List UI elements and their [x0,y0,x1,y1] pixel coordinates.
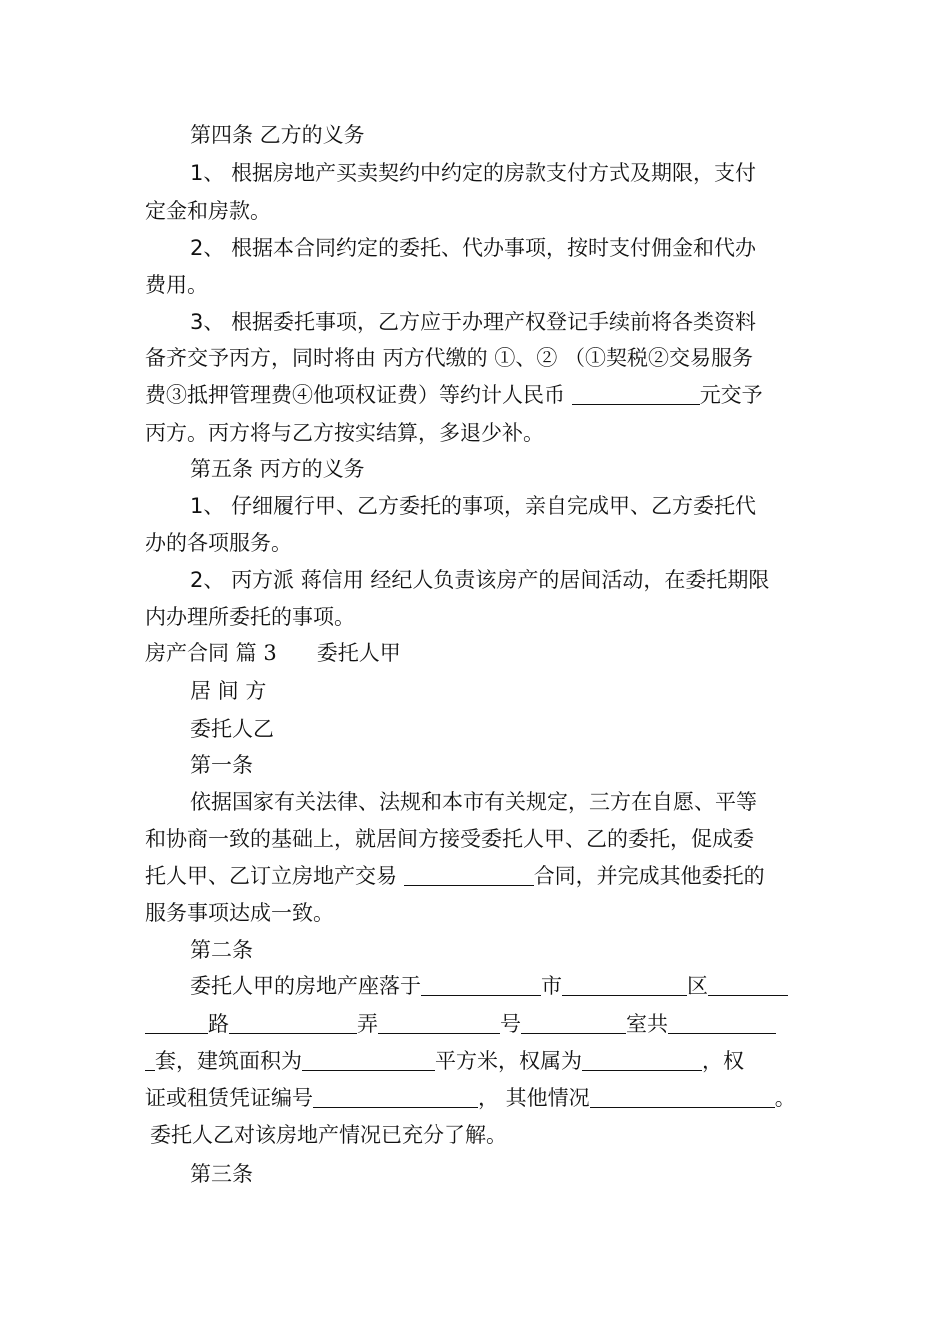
blank-road-field-start[interactable] [708,975,788,996]
middle-party-label: 居 间 方 [190,679,267,703]
blank-number-field[interactable] [378,1013,500,1034]
article-4-item-3 [190,309,756,335]
article-5-item-2-cont: 内办理所委托的事项。 [145,605,355,629]
article-1-line-1: 依据国家有关法律、法规和本市有关规定，三方在自愿、平等 [190,790,757,814]
article-2-heading: 第二条 [190,938,253,962]
blank-district-field[interactable] [562,975,687,996]
item-text: 根据委托事项，乙方应于办理产权登记手续前将各类资料 [231,310,757,334]
blank-road-field-end[interactable] [145,1013,208,1034]
contract-3-title-line [145,640,401,666]
article-4-item-2-cont: 费用。 [145,273,208,297]
text-fragment: 费③抵押管理费④他项权证费）等约计人民币 [145,383,572,407]
item-number: 2、 [190,568,225,592]
article-4-item-1 [190,160,756,186]
item-text: 仔细履行甲、乙方委托的事项，亲自完成甲、乙方委托代 [231,494,757,518]
party-a-label: 委托人甲 [316,641,401,665]
text-fragment: 号 [500,1012,521,1036]
text-fragment: ，权 [702,1049,744,1073]
text-fragment: 平方米，权属为 [435,1049,582,1073]
text-fragment: 市 [541,974,562,998]
text-fragment: 证或租赁凭证编号 [145,1086,313,1110]
text-fragment: 弄 [357,1012,378,1036]
item-number: 3、 [190,310,225,334]
article-1-line-2: 和协商一致的基础上，就居间方接受委托人甲、乙的委托，促成委 [145,827,754,851]
article-2-line-3 [145,1048,744,1074]
text-fragment: 合同，并完成其他委托的 [533,864,765,888]
item-number: 1、 [190,161,225,185]
blank-ownership-field[interactable] [582,1050,702,1071]
text-fragment: 。 [774,1086,796,1110]
article-5-item-2 [190,567,769,593]
article-4-item-3-cont-2 [145,382,763,408]
text-fragment: 套，建筑面积为 [155,1049,302,1073]
text-fragment: 路 [208,1012,229,1036]
article-3-heading: 第三条 [190,1162,253,1186]
article-4-item-3-cont-1: 备齐交予丙方，同时将由 丙方代缴的 ①、② （①契税②交易服务 [145,346,754,370]
text-fragment: 托人甲、乙订立房地产交易 [145,864,404,888]
article-4-item-2 [190,235,756,261]
article-1-heading: 第一条 [190,753,253,777]
blank-certificate-number-field[interactable] [313,1087,478,1108]
article-2-line-4 [145,1085,796,1111]
item-number: 1、 [190,494,225,518]
article-5-item-1-cont: 办的各项服务。 [145,531,292,555]
article-5-heading: 第五条 丙方的义务 [190,457,365,481]
blank-room-field[interactable] [521,1013,626,1034]
blank-other-info-field[interactable] [590,1087,775,1108]
article-5-item-1 [190,493,756,519]
article-2-line-1 [190,973,788,999]
article-2-line-5: 委托人乙对该房地产情况已充分了解。 [150,1123,507,1147]
text-fragment: 元交予 [699,383,763,407]
article-1-line-3 [145,863,765,889]
contract-3-title: 房产合同 篇 3 [145,641,277,665]
blank-lane-field[interactable] [229,1013,357,1034]
article-4-heading: 第四条 乙方的义务 [190,123,365,147]
blank-area-field[interactable] [302,1050,435,1071]
text-fragment: ， 其他情况 [478,1086,590,1110]
article-2-line-2 [145,1011,776,1037]
article-4-item-1-cont: 定金和房款。 [145,199,271,223]
blank-units-field-end[interactable] [145,1050,155,1071]
blank-city-field[interactable] [421,975,541,996]
blank-units-field-start[interactable] [668,1013,776,1034]
blank-contract-type-field[interactable] [404,865,534,886]
item-number: 2、 [190,236,225,260]
article-4-item-3-cont-3: 丙方。丙方将与乙方按实结算，多退少补。 [145,421,544,445]
text-fragment: 区 [687,974,708,998]
item-text: 根据本合同约定的委托、代办事项，按时支付佣金和代办 [231,236,757,260]
article-1-line-4: 服务事项达成一致。 [145,901,334,925]
party-b-label: 委托人乙 [190,717,274,741]
item-text: 根据房地产买卖契约中约定的房款支付方式及期限，支付 [231,161,757,185]
blank-amount-field[interactable] [572,384,700,405]
item-text: 丙方派 蒋信用 经纪人负责该房产的居间活动，在委托期限 [231,568,770,592]
text-fragment: 委托人甲的房地产座落于 [190,974,421,998]
text-fragment: 室共 [626,1012,668,1036]
